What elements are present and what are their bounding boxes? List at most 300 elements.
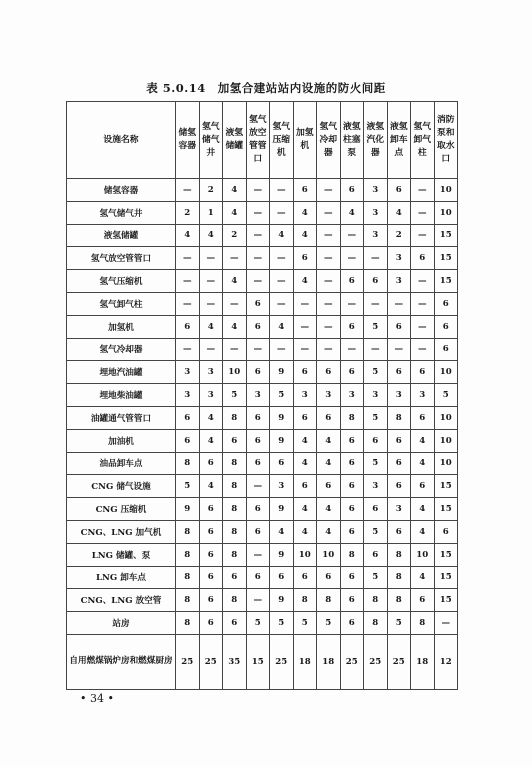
- distance-cell: 35: [223, 634, 247, 689]
- distance-cell: 5: [364, 406, 388, 429]
- distance-cell: 10: [434, 361, 458, 384]
- facility-name-cell: CNG、LNG 放空管: [67, 589, 176, 612]
- distance-cell: 4: [270, 520, 294, 543]
- distance-cell: 15: [434, 270, 458, 293]
- distance-cell: 6: [387, 361, 411, 384]
- distance-cell: 8: [387, 589, 411, 612]
- facility-name-cell: LNG 储罐、泵: [67, 543, 176, 566]
- distance-cell: 6: [293, 475, 317, 498]
- distance-cell: 6: [270, 566, 294, 589]
- distance-cell: 5: [364, 452, 388, 475]
- distance-cell: 15: [434, 224, 458, 247]
- distance-cell: —: [317, 224, 341, 247]
- distance-cell: 8: [176, 452, 200, 475]
- distance-cell: 3: [246, 384, 270, 407]
- column-header-label: 氢气卸气柱: [413, 121, 432, 158]
- distance-cell: —: [270, 338, 294, 361]
- distance-cell: 6: [387, 179, 411, 202]
- corner-header: 设施名称: [67, 102, 176, 179]
- distance-cell: 4: [411, 498, 435, 521]
- facility-name-cell: 氢气冷却器: [67, 338, 176, 361]
- distance-cell: 6: [340, 429, 364, 452]
- distance-cell: 4: [270, 315, 294, 338]
- distance-cell: 10: [434, 452, 458, 475]
- column-header-label: 液氢汽化器: [366, 121, 385, 158]
- table-row: [67, 475, 458, 498]
- distance-cell: 6: [317, 361, 341, 384]
- facility-name-cell: 氢气放空管管口: [67, 247, 176, 270]
- distance-cell: 3: [176, 384, 200, 407]
- distance-cell: 3: [270, 475, 294, 498]
- distance-cell: 4: [411, 566, 435, 589]
- distance-cell: 8: [223, 543, 247, 566]
- distance-cell: 5: [364, 315, 388, 338]
- distance-cell: 8: [223, 452, 247, 475]
- distance-cell: 8: [223, 406, 247, 429]
- distance-cell: 5: [270, 384, 294, 407]
- distance-cell: —: [340, 224, 364, 247]
- distance-cell: 8: [176, 543, 200, 566]
- distance-cell: —: [199, 292, 223, 315]
- distance-cell: 6: [340, 315, 364, 338]
- table-row: [67, 179, 458, 202]
- distance-cell: —: [223, 247, 247, 270]
- distance-cell: —: [293, 315, 317, 338]
- distance-cell: 4: [199, 315, 223, 338]
- table-title: 表 5.0.14 加氢合建站站内设施的防火间距: [146, 81, 386, 95]
- distance-cell: —: [340, 247, 364, 270]
- distance-cell: —: [387, 338, 411, 361]
- distance-cell: 8: [176, 612, 200, 635]
- distance-cell: 3: [387, 384, 411, 407]
- distance-cell: —: [223, 292, 247, 315]
- column-header-label: 液氢储罐: [225, 128, 244, 151]
- table-header-row: [67, 102, 458, 179]
- distance-cell: 8: [223, 520, 247, 543]
- facility-name-cell: 加氢机: [67, 315, 176, 338]
- distance-cell: 6: [293, 566, 317, 589]
- distance-cell: 12: [434, 634, 458, 689]
- column-header-label: 氢气冷却器: [319, 121, 338, 158]
- distance-cell: 4: [199, 224, 223, 247]
- distance-cell: 10: [434, 406, 458, 429]
- distance-cell: —: [246, 270, 270, 293]
- distance-cell: 10: [223, 361, 247, 384]
- distance-cell: 4: [411, 452, 435, 475]
- distance-cell: —: [364, 338, 388, 361]
- facility-name-cell: 氢气卸气柱: [67, 292, 176, 315]
- distance-cell: 8: [364, 589, 388, 612]
- distance-cell: 6: [246, 361, 270, 384]
- distance-cell: 6: [411, 247, 435, 270]
- table-row: [67, 429, 458, 452]
- distance-cell: 2: [387, 224, 411, 247]
- distance-cell: —: [411, 270, 435, 293]
- distance-cell: —: [411, 338, 435, 361]
- table-row: [67, 406, 458, 429]
- distance-cell: 4: [293, 270, 317, 293]
- distance-cell: 15: [434, 566, 458, 589]
- distance-cell: 6: [434, 520, 458, 543]
- distance-cell: 6: [317, 566, 341, 589]
- distance-cell: 3: [387, 270, 411, 293]
- column-header: [317, 102, 341, 179]
- column-header: [293, 102, 317, 179]
- distance-cell: 8: [340, 406, 364, 429]
- distance-cell: —: [411, 315, 435, 338]
- distance-cell: 25: [387, 634, 411, 689]
- distance-cell: 4: [270, 224, 294, 247]
- distance-cell: 5: [434, 384, 458, 407]
- table-row: [67, 201, 458, 224]
- distance-cell: 5: [317, 612, 341, 635]
- distance-cell: 6: [411, 475, 435, 498]
- column-header: [199, 102, 223, 179]
- column-header-label: 氢气压缩机: [272, 121, 291, 158]
- column-header: [434, 102, 458, 179]
- distance-cell: 4: [411, 429, 435, 452]
- distance-cell: —: [411, 224, 435, 247]
- distance-cell: 4: [317, 520, 341, 543]
- distance-cell: 6: [199, 589, 223, 612]
- distance-cell: 6: [293, 406, 317, 429]
- distance-cell: 25: [364, 634, 388, 689]
- distance-cell: 15: [434, 498, 458, 521]
- distance-cell: —: [270, 179, 294, 202]
- distance-cell: 8: [223, 475, 247, 498]
- distance-cell: 9: [270, 406, 294, 429]
- column-header-label: 氢气储气井: [201, 121, 220, 158]
- distance-cell: 4: [199, 475, 223, 498]
- distance-cell: 10: [317, 543, 341, 566]
- table-row: [67, 224, 458, 247]
- distance-cell: 6: [434, 338, 458, 361]
- distance-cell: —: [176, 270, 200, 293]
- table-row: [67, 589, 458, 612]
- distance-cell: 6: [246, 406, 270, 429]
- distance-cell: —: [411, 201, 435, 224]
- distance-cell: 15: [246, 634, 270, 689]
- distance-cell: 6: [387, 315, 411, 338]
- distance-cell: 4: [199, 429, 223, 452]
- distance-cell: —: [270, 270, 294, 293]
- distance-cell: 6: [199, 452, 223, 475]
- distance-cell: 8: [340, 543, 364, 566]
- distance-cell: —: [199, 338, 223, 361]
- facility-name-cell: 氢气储气井: [67, 201, 176, 224]
- table-row: [67, 247, 458, 270]
- column-header: [270, 102, 294, 179]
- distance-cell: 9: [270, 361, 294, 384]
- distance-cell: 6: [340, 475, 364, 498]
- distance-cell: 4: [387, 201, 411, 224]
- column-header: [364, 102, 388, 179]
- distance-cell: —: [246, 224, 270, 247]
- distance-cell: 8: [387, 566, 411, 589]
- distance-cell: 4: [317, 498, 341, 521]
- table-row: [67, 498, 458, 521]
- distance-cell: —: [176, 292, 200, 315]
- distance-cell: 3: [199, 384, 223, 407]
- distance-cell: 3: [387, 498, 411, 521]
- distance-cell: 5: [223, 384, 247, 407]
- distance-cell: 3: [364, 384, 388, 407]
- distance-cell: —: [317, 338, 341, 361]
- distance-cell: 3: [317, 384, 341, 407]
- distance-cell: 6: [340, 589, 364, 612]
- distance-cell: 1: [199, 201, 223, 224]
- distance-cell: 4: [176, 224, 200, 247]
- distance-cell: 4: [223, 270, 247, 293]
- distance-cell: 15: [434, 247, 458, 270]
- distance-cell: 8: [364, 612, 388, 635]
- distance-cell: 3: [364, 475, 388, 498]
- distance-cell: 6: [387, 429, 411, 452]
- distance-cell: 6: [387, 520, 411, 543]
- distance-cell: —: [246, 338, 270, 361]
- distance-cell: 6: [270, 452, 294, 475]
- distance-cell: 15: [434, 543, 458, 566]
- distance-cell: 4: [317, 429, 341, 452]
- distance-cell: 3: [340, 384, 364, 407]
- distance-cell: 25: [340, 634, 364, 689]
- distance-cell: 5: [246, 612, 270, 635]
- distance-cell: 6: [293, 179, 317, 202]
- distance-cell: 4: [293, 498, 317, 521]
- distance-cell: —: [246, 475, 270, 498]
- distance-cell: 5: [364, 361, 388, 384]
- distance-cell: 6: [246, 498, 270, 521]
- distance-cell: —: [317, 201, 341, 224]
- column-header: [223, 102, 247, 179]
- distance-cell: —: [340, 338, 364, 361]
- distance-cell: 6: [246, 315, 270, 338]
- distance-cell: —: [270, 247, 294, 270]
- distance-cell: 6: [387, 452, 411, 475]
- distance-cell: —: [246, 543, 270, 566]
- facility-name-cell: 加油机: [67, 429, 176, 452]
- distance-cell: —: [176, 247, 200, 270]
- facility-name-cell: 氢气压缩机: [67, 270, 176, 293]
- distance-cell: 6: [340, 612, 364, 635]
- distance-cell: 9: [270, 589, 294, 612]
- distance-cell: 6: [246, 566, 270, 589]
- distance-cell: —: [270, 201, 294, 224]
- distance-cell: —: [340, 292, 364, 315]
- column-header-label: 氢气放空管管口: [248, 115, 267, 164]
- distance-cell: 3: [176, 361, 200, 384]
- distance-cell: 6: [434, 292, 458, 315]
- distance-cell: 3: [411, 384, 435, 407]
- column-header: [387, 102, 411, 179]
- distance-cell: —: [364, 247, 388, 270]
- distance-cell: 6: [434, 315, 458, 338]
- distance-cell: 2: [176, 201, 200, 224]
- distance-cell: —: [176, 338, 200, 361]
- facility-name-cell: CNG 压缩机: [67, 498, 176, 521]
- distance-cell: 6: [411, 406, 435, 429]
- distance-cell: 10: [293, 543, 317, 566]
- column-header: [176, 102, 200, 179]
- distance-cell: 6: [293, 361, 317, 384]
- facility-name-cell: 液氢储罐: [67, 224, 176, 247]
- distance-cell: 8: [176, 566, 200, 589]
- facility-name-cell: 埋地汽油罐: [67, 361, 176, 384]
- fire-distance-table: [66, 101, 458, 690]
- distance-cell: —: [270, 292, 294, 315]
- distance-cell: —: [317, 315, 341, 338]
- distance-cell: 3: [199, 361, 223, 384]
- distance-cell: 8: [223, 589, 247, 612]
- facility-name-cell: 自用燃煤锅炉房和燃煤厨房: [67, 634, 176, 689]
- distance-cell: 6: [411, 361, 435, 384]
- distance-cell: —: [199, 247, 223, 270]
- distance-cell: 3: [293, 384, 317, 407]
- distance-cell: 8: [387, 406, 411, 429]
- distance-cell: 8: [223, 498, 247, 521]
- distance-cell: —: [223, 338, 247, 361]
- distance-cell: 6: [223, 612, 247, 635]
- column-header: [411, 102, 435, 179]
- distance-cell: 6: [340, 361, 364, 384]
- distance-cell: 9: [270, 543, 294, 566]
- distance-cell: —: [246, 201, 270, 224]
- facility-name-cell: 储氢容器: [67, 179, 176, 202]
- distance-cell: 15: [434, 475, 458, 498]
- distance-cell: —: [293, 338, 317, 361]
- distance-cell: 6: [246, 452, 270, 475]
- distance-cell: 5: [270, 612, 294, 635]
- distance-cell: 6: [246, 520, 270, 543]
- distance-cell: 8: [387, 543, 411, 566]
- column-header-label: 液氢柱塞泵: [342, 121, 361, 158]
- distance-cell: 5: [364, 566, 388, 589]
- distance-cell: 6: [340, 520, 364, 543]
- distance-cell: 6: [223, 566, 247, 589]
- distance-cell: 6: [340, 179, 364, 202]
- column-header-label: 消防泵和取水口: [436, 115, 455, 164]
- table-row: [67, 292, 458, 315]
- table-row: [67, 543, 458, 566]
- facility-name-cell: CNG 储气设施: [67, 475, 176, 498]
- distance-cell: —: [317, 179, 341, 202]
- distance-cell: 4: [293, 520, 317, 543]
- column-header: [246, 102, 270, 179]
- distance-cell: 6: [317, 406, 341, 429]
- distance-cell: 10: [434, 201, 458, 224]
- distance-cell: 6: [199, 543, 223, 566]
- facility-name-cell: 油罐通气管管口: [67, 406, 176, 429]
- table-row: [67, 338, 458, 361]
- distance-cell: 6: [176, 429, 200, 452]
- distance-cell: 18: [317, 634, 341, 689]
- table-row: [67, 384, 458, 407]
- distance-cell: 6: [364, 270, 388, 293]
- distance-cell: 6: [176, 315, 200, 338]
- distance-cell: 4: [411, 520, 435, 543]
- distance-cell: 8: [411, 612, 435, 635]
- distance-cell: 4: [293, 224, 317, 247]
- distance-cell: 4: [293, 429, 317, 452]
- distance-cell: —: [246, 179, 270, 202]
- column-header-label: 储氢容器: [178, 128, 197, 151]
- distance-cell: 6: [364, 429, 388, 452]
- distance-cell: 4: [317, 452, 341, 475]
- distance-cell: 5: [293, 612, 317, 635]
- distance-cell: 6: [176, 406, 200, 429]
- column-header: [340, 102, 364, 179]
- distance-cell: 3: [364, 224, 388, 247]
- distance-cell: —: [317, 270, 341, 293]
- distance-cell: 6: [340, 566, 364, 589]
- distance-cell: 9: [176, 498, 200, 521]
- distance-cell: —: [387, 292, 411, 315]
- distance-cell: —: [411, 179, 435, 202]
- distance-cell: 4: [223, 201, 247, 224]
- distance-cell: 2: [223, 224, 247, 247]
- distance-cell: 4: [293, 452, 317, 475]
- distance-cell: —: [411, 292, 435, 315]
- facility-name-cell: LNG 卸车点: [67, 566, 176, 589]
- distance-cell: 25: [270, 634, 294, 689]
- distance-cell: —: [176, 179, 200, 202]
- distance-cell: 4: [223, 315, 247, 338]
- distance-cell: 3: [387, 247, 411, 270]
- distance-cell: 6: [293, 247, 317, 270]
- distance-cell: 4: [199, 406, 223, 429]
- table-row: [67, 566, 458, 589]
- distance-cell: 8: [176, 589, 200, 612]
- distance-cell: 6: [411, 589, 435, 612]
- distance-cell: 18: [293, 634, 317, 689]
- table-row: [67, 520, 458, 543]
- distance-cell: 15: [434, 589, 458, 612]
- distance-cell: 6: [199, 498, 223, 521]
- distance-cell: 4: [293, 201, 317, 224]
- distance-cell: —: [434, 612, 458, 635]
- distance-cell: —: [317, 292, 341, 315]
- distance-cell: 10: [411, 543, 435, 566]
- distance-cell: 6: [223, 429, 247, 452]
- distance-cell: 9: [270, 498, 294, 521]
- distance-cell: 5: [387, 612, 411, 635]
- distance-cell: 2: [199, 179, 223, 202]
- table-row: [67, 612, 458, 635]
- distance-cell: —: [246, 247, 270, 270]
- column-header-label: 液氢卸车点: [389, 121, 408, 158]
- distance-cell: 6: [387, 475, 411, 498]
- facility-name-cell: CNG、LNG 加气机: [67, 520, 176, 543]
- distance-cell: 8: [176, 520, 200, 543]
- distance-cell: —: [246, 589, 270, 612]
- table-row: [67, 452, 458, 475]
- distance-cell: 6: [364, 498, 388, 521]
- facility-name-cell: 站房: [67, 612, 176, 635]
- table-row: [67, 361, 458, 384]
- distance-cell: —: [317, 247, 341, 270]
- distance-cell: 4: [223, 179, 247, 202]
- distance-cell: 18: [411, 634, 435, 689]
- facility-name-cell: 埋地柴油罐: [67, 384, 176, 407]
- distance-cell: 6: [364, 543, 388, 566]
- distance-cell: 8: [293, 589, 317, 612]
- distance-cell: 25: [176, 634, 200, 689]
- distance-cell: 9: [270, 429, 294, 452]
- facility-name-cell: 油品卸车点: [67, 452, 176, 475]
- column-header-label: 加氢机: [295, 128, 314, 151]
- distance-cell: 5: [176, 475, 200, 498]
- distance-cell: 6: [246, 292, 270, 315]
